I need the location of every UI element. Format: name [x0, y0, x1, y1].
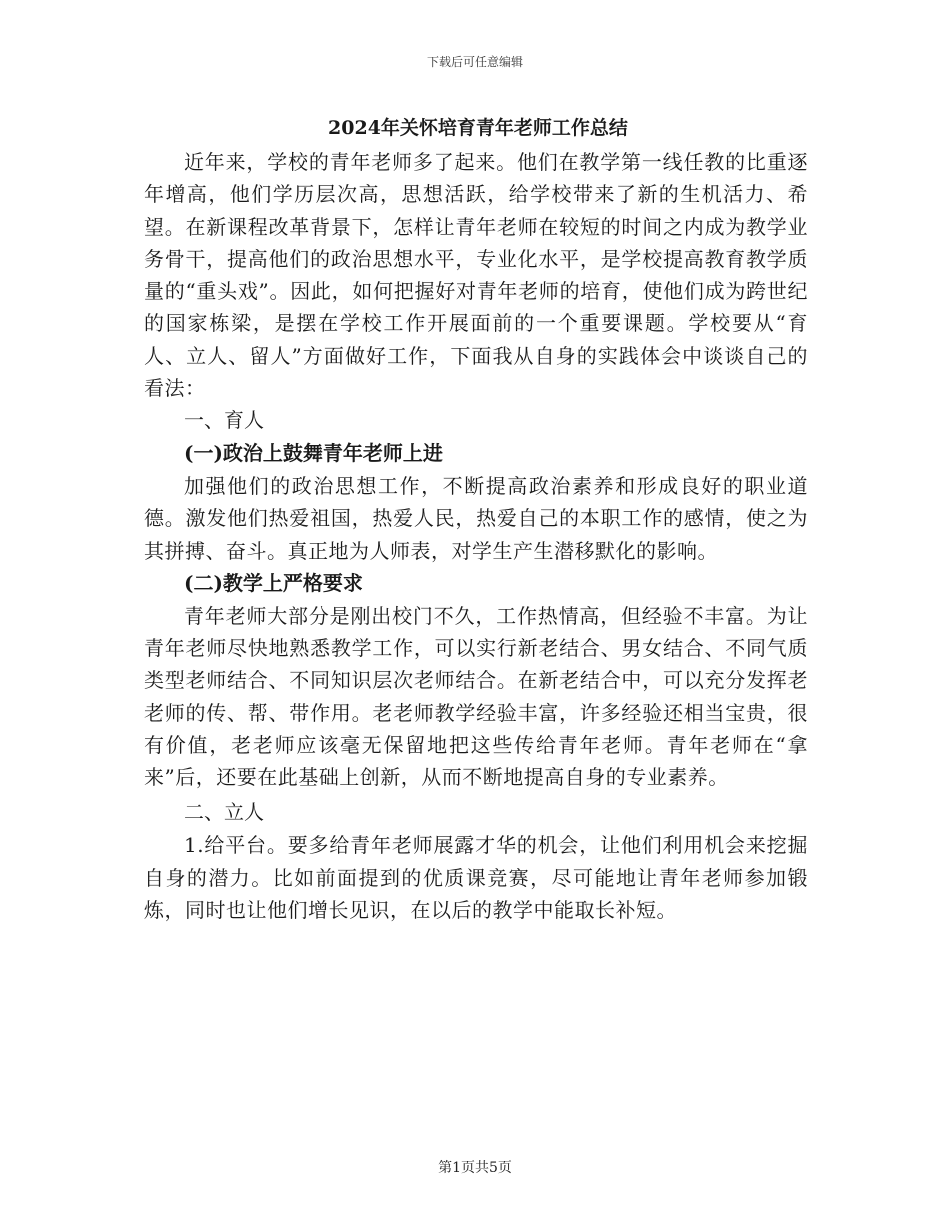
section-heading-2: 二、立人	[184, 800, 264, 825]
subsection-heading-1: (一)政治上鼓舞青年老师上进	[184, 441, 443, 466]
document-body	[144, 146, 808, 926]
page-footer: 第1页共5页	[438, 1160, 512, 1176]
intro-paragraph: 近年来，学校的青年老师多了起来。他们在教学第一线任教的比重逐年增高，他们学历层次高，思想活跃，给学校带来了新的生机活力、希望。在新课程改革背景下，怎样让青年老师在较短的时间之内成为教学业务骨干，提高他们的政治思想水平，专业化水平，是学校提高教育教学质量的“重头戏”。因此，如何把握好对青年老师的培育，使他们成为跨世纪的国家栋梁，是摆在学校工作开展面前的一个重要课题。学校要从“育人、立人、留人”方面做好工作，下面我从自身的实践体会中谈谈自己的看法：	[144, 150, 808, 401]
subsection-paragraph-1: 加强他们的政治思想工作，不断提高政治素养和形成良好的职业道德。激发他们热爱祖国，热爱人民，热爱自己的本职工作的感情，使之为其拼搏、奋斗。真正地为人师表，对学生产生潜移默化的影响。	[144, 473, 808, 563]
section2-item-1: 1.给平台。要多给青年老师展露才华的机会，让他们利用机会来挖掘自身的潜力。比如前面提到的优质课竞赛，尽可能地让青年老师参加锻炼，同时也让他们增长见识，在以后的教学中能取长补短。	[144, 833, 808, 922]
header-note: 下载后可任意编辑	[426, 55, 523, 69]
document-title: 2024年关怀培育青年老师工作总结	[328, 117, 628, 139]
subsection-paragraph-2: 青年老师大部分是刚出校门不久，工作热情高，但经验不丰富。为让青年老师尽快地熟悉教学工作，可以实行新老结合、男女结合、不同气质类型老师结合、不同知识层次老师结合。在新老结合中，可以充分发挥老老师的传、帮、带作用。老老师教学经验丰富，许多经验还相当宝贵，很有价值，老老师应该毫无保留地把这些传给青年老师。青年老师在“拿来”后，还要在此基础上创新，从而不断地提高自身的专业素养。	[144, 603, 808, 790]
section-heading-1: 一、育人	[184, 408, 264, 433]
subsection-heading-2: (二)教学上严格要求	[184, 570, 363, 595]
